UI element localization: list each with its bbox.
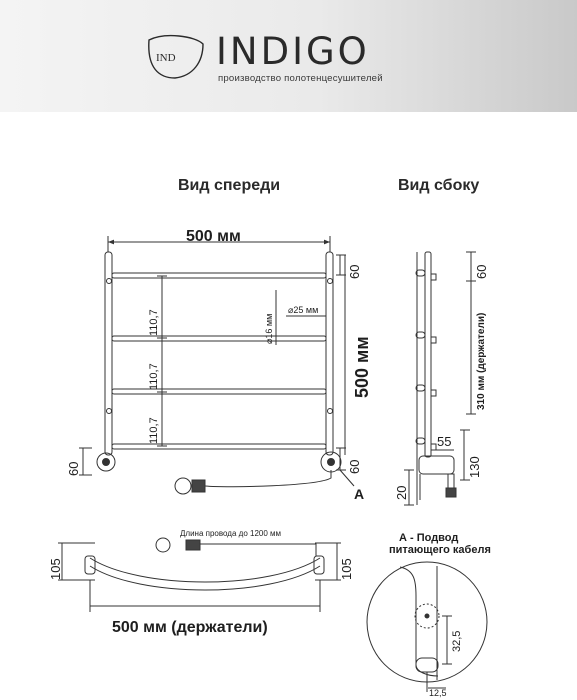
- rung: [112, 273, 326, 278]
- spacing-label-3: 110,7: [148, 417, 160, 444]
- side-bottom-height: 130: [467, 456, 482, 478]
- rung-diameter-label: ⌀16 мм: [264, 313, 274, 344]
- detail-title-1: А - Подвод: [399, 532, 459, 544]
- logo-mark: IND: [156, 52, 176, 64]
- side-rung-stub: [431, 274, 436, 280]
- side-rung-stub: [431, 337, 436, 343]
- detail-tube: [400, 567, 438, 676]
- top-view: [58, 538, 341, 612]
- bracket-icon: [328, 279, 333, 284]
- side-cable-gland: [448, 474, 454, 488]
- detail-height-label: 32,5: [451, 630, 463, 652]
- top-depth-left: 105: [48, 558, 63, 580]
- side-rung-stub: [431, 390, 436, 396]
- plug-icon: [192, 480, 205, 492]
- top-plug-icon: [186, 540, 200, 550]
- detail-gland: [416, 658, 438, 672]
- side-tube: [425, 252, 431, 457]
- side-heater-box: [419, 456, 454, 474]
- spacing-label-1: 110,7: [148, 309, 160, 336]
- bracket-icon: [328, 409, 333, 414]
- top-width-label: 500 мм (держатели): [112, 619, 268, 636]
- detail-marker: A: [354, 486, 365, 502]
- side-depth-label: 55: [437, 434, 452, 449]
- plug-head: [175, 478, 191, 494]
- side-view-title: Вид сбоку: [398, 177, 480, 194]
- side-plug-icon: [446, 488, 456, 497]
- front-width-label: 500 мм: [186, 228, 241, 245]
- detail-circle: [367, 562, 487, 682]
- side-holder-label: 310 мм (держатели): [476, 312, 487, 410]
- side-rung-stub: [431, 444, 436, 450]
- detail-a: [367, 562, 487, 692]
- top-cable: [200, 544, 316, 556]
- power-cable: [205, 470, 331, 487]
- top-holder-left: [85, 556, 95, 574]
- front-top-offset: 60: [347, 264, 362, 279]
- detail-offset-label: 12,5: [429, 688, 447, 698]
- cable-length-note: Длина провода до 1200 мм: [180, 529, 282, 538]
- front-view-title: Вид спереди: [178, 177, 281, 194]
- spacing-label-2: 110,7: [148, 363, 160, 390]
- front-view: [79, 236, 354, 494]
- rung: [112, 444, 326, 449]
- front-bottom-offset: 60: [347, 459, 362, 474]
- top-curve-inner: [90, 566, 320, 590]
- brand-tagline: производство полотенцесушителей: [218, 73, 383, 84]
- side-floor-offset: 20: [394, 485, 409, 500]
- front-left-offset: 60: [66, 461, 81, 476]
- top-depth-right: 105: [339, 558, 354, 580]
- top-curve-outer: [90, 558, 320, 582]
- front-height-label: 500 мм: [352, 336, 372, 398]
- rung: [112, 336, 326, 341]
- bracket-icon: [107, 279, 112, 284]
- rung: [112, 389, 326, 394]
- frame-diameter-label: ⌀25 мм: [288, 305, 319, 315]
- detail-title-2: питающего кабеля: [389, 544, 491, 556]
- side-top-offset: 60: [474, 264, 489, 279]
- side-view: [404, 252, 476, 505]
- brand-name: INDIGO: [216, 30, 370, 73]
- bracket-icon: [107, 409, 112, 414]
- top-plug-head: [156, 538, 170, 552]
